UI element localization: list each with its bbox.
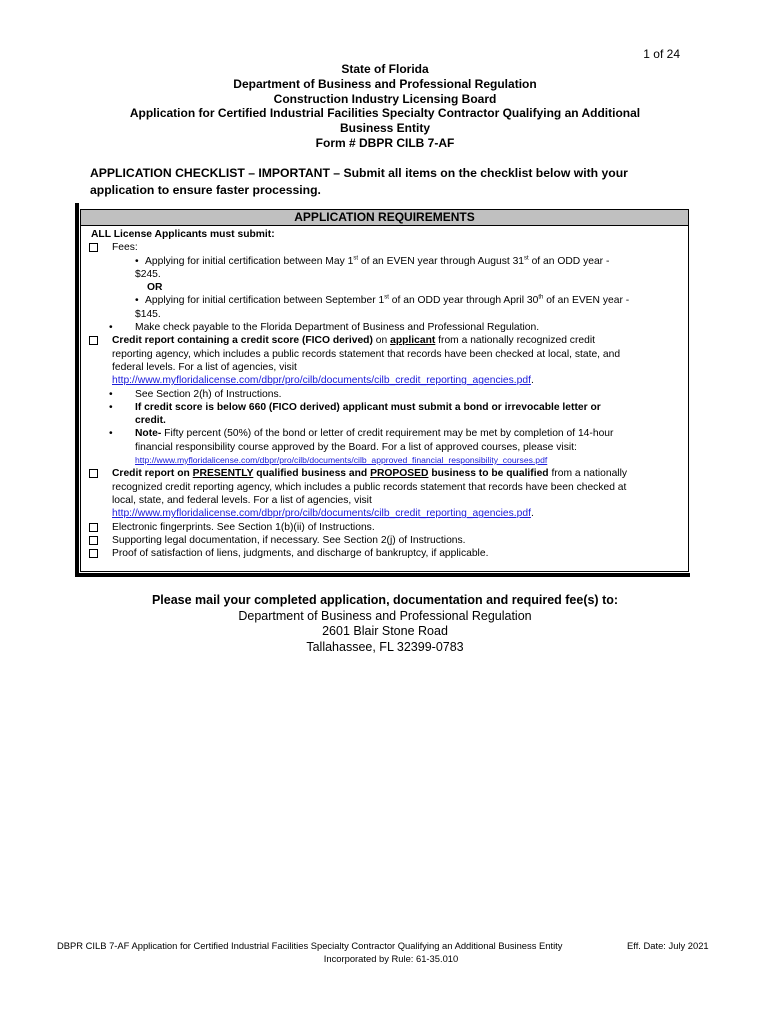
checkbox-icon[interactable]: [89, 469, 98, 478]
fingerprints-item: Electronic fingerprints. See Section 1(b)(ii) of Instructions.: [81, 521, 688, 534]
checkbox-icon[interactable]: [89, 243, 98, 252]
bullet-icon: •: [109, 401, 113, 413]
financial-course-note: • Note- Fifty percent (50%) of the bond or letter of credit requirement may be met by completion of 14-hour: [109, 428, 614, 440]
bullet-icon: •: [135, 255, 139, 267]
footer-form-description: DBPR CILB 7-AF Application for Certified Industrial Facilities Specialty Contractor Qualifying an Additional Business Entity: [57, 940, 563, 951]
form-header: [0, 62, 770, 151]
credit-report-applicant-item: Credit report containing a credit score (FICO derived) on applicant from a nationally recognized credit: [81, 334, 688, 347]
bullet-icon: •: [109, 428, 113, 440]
mailing-street: 2601 Blair Stone Road: [322, 624, 448, 638]
checklist-intro-line2: application to ensure faster processing.: [90, 183, 321, 197]
credit-report-business-item: Credit report on PRESENTLY qualified business and PROPOSED business to be qualified from a nationally: [81, 467, 688, 480]
mailing-city: Tallahassee, FL 32399-0783: [306, 639, 464, 654]
header-form-number: Form # DBPR CILB 7-AF: [315, 135, 455, 150]
header-state: State of Florida: [341, 62, 429, 76]
checkbox-icon[interactable]: [89, 549, 98, 558]
fees-item: Fees:: [81, 241, 688, 254]
header-board: Construction Industry Licensing Board: [273, 91, 497, 106]
checkbox-icon[interactable]: [89, 523, 98, 532]
footer-effective-date: Eff. Date: July 2021: [627, 940, 709, 951]
mailing-heading: Please mail your completed application, documentation and required fee(s) to:: [151, 593, 619, 607]
bullet-icon: •: [109, 388, 113, 400]
proof-item: Proof of satisfaction of liens, judgments, and discharge of bankruptcy, if applicable.: [81, 547, 688, 560]
credit-agencies-link[interactable]: http://www.myfloridalicense.com/dbpr/pro/cilb/documents/cilb_credit_reporting_agencies.pdf: [112, 375, 531, 387]
page-number: 1 of 24: [643, 47, 680, 61]
checkbox-icon[interactable]: [89, 336, 98, 345]
requirements-body: ALL License Applicants must submit: Fees: • Applying for initial certification between May 1st of an EVEN year through August 31st of an ODD year - $245. OR • Applying for initial certification between September 1st of an ODD year through April 30th of an EVEN year - $145. • Make check payable to the Florida Department of Business and Professional Regulation. Credit report containing a credit score (FICO derived) on applicant from a nationally recognized credit reporting agency, which includes a public records statement that records have been checked at local, state, and federal levels. For a list of agencies, visit http://www.myfloridalicense.com/dbpr/pro/cilb/documents/cilb_credit_reporting_agencies.pdf. • See Section 2(h) of Instructions. • If credit score is below 660 (FICO derived) applicant must submit a bond or irrevocable letter or credit. • Note- Fifty percent (50%) of the bond or letter of credit requirement may be met by completion of 14-hour financial responsibility course approved by the Board. For a list of approved courses, please visit: http://www.myfloridalicense.com/dbpr/pro/cilb/documents/cilb_approved_financial_responsibility_courses.pdf Credit report on PRESENTLY qualified business and PROPOSED business to be qualified from a nationally recognized credit reporting agency, which includes a public records statement that records have been checked at local, state, and federal levels. For a list of agencies, visit http://www.myfloridalicense.com/dbpr/pro/cilb/documents/cilb_credit_reporting_agencies.pdf. Electronic fingerprints. See Section 1(b)(ii) of Instructions. Supporting legal documentation, if necessary. See Section 2(j) of Instructions. Proof of satisfaction of liens, judgments, and discharge of bankruptcy, if applicable.: [81, 226, 688, 560]
check-payable-note: • Make check payable to the Florida Department of Business and Professional Regulation.: [109, 322, 540, 334]
requirements-title: APPLICATION REQUIREMENTS: [81, 210, 688, 226]
checkbox-icon[interactable]: [89, 536, 98, 545]
all-applicants-heading: ALL License Applicants must submit:: [91, 229, 275, 240]
checklist-intro: [90, 165, 690, 199]
header-application-title: Application for Certified Industrial Facilities Specialty Contractor Qualifying an Additional: [129, 106, 641, 121]
credit-agencies-link-2[interactable]: http://www.myfloridalicense.com/dbpr/pro/cilb/documents/cilb_credit_reporting_agencies.pdf: [112, 508, 531, 520]
bullet-icon: •: [109, 322, 113, 334]
fee-option-2-amount: $145.: [135, 308, 161, 320]
see-section-note: • See Section 2(h) of Instructions.: [109, 388, 282, 400]
legal-docs-item: Supporting legal documentation, if necessary. See Section 2(j) of Instructions.: [81, 534, 688, 547]
approved-courses-link[interactable]: http://www.myfloridalicense.com/dbpr/pro/cilb/documents/cilb_approved_financial_responsibility_courses.pdf: [135, 455, 548, 466]
header-department: Department of Business and Professional Regulation: [233, 76, 537, 91]
fee-option-1: • Applying for initial certification between May 1st of an EVEN year through August 31st of an ODD year -: [135, 255, 610, 267]
requirements-box: [75, 203, 690, 577]
fee-option-2: • Applying for initial certification between September 1st of an ODD year through April 30th of an EVEN year -: [135, 295, 630, 307]
checklist-intro-line1: APPLICATION CHECKLIST – IMPORTANT – Submit all items on the checklist below with your: [90, 166, 628, 180]
header-application-title-cont: Business Entity: [339, 121, 431, 136]
fee-option-1-amount: $245.: [135, 268, 161, 280]
mailing-department: Department of Business and Professional Regulation: [238, 608, 532, 623]
fee-or: OR: [147, 282, 163, 294]
credit-score-note: • If credit score is below 660 (FICO derived) applicant must submit a bond or irrevocable letter or: [109, 401, 601, 413]
mailing-instructions: [0, 593, 770, 655]
footer-rule: Incorporated by Rule: 61-35.010: [323, 953, 459, 964]
bullet-icon: •: [135, 295, 139, 307]
